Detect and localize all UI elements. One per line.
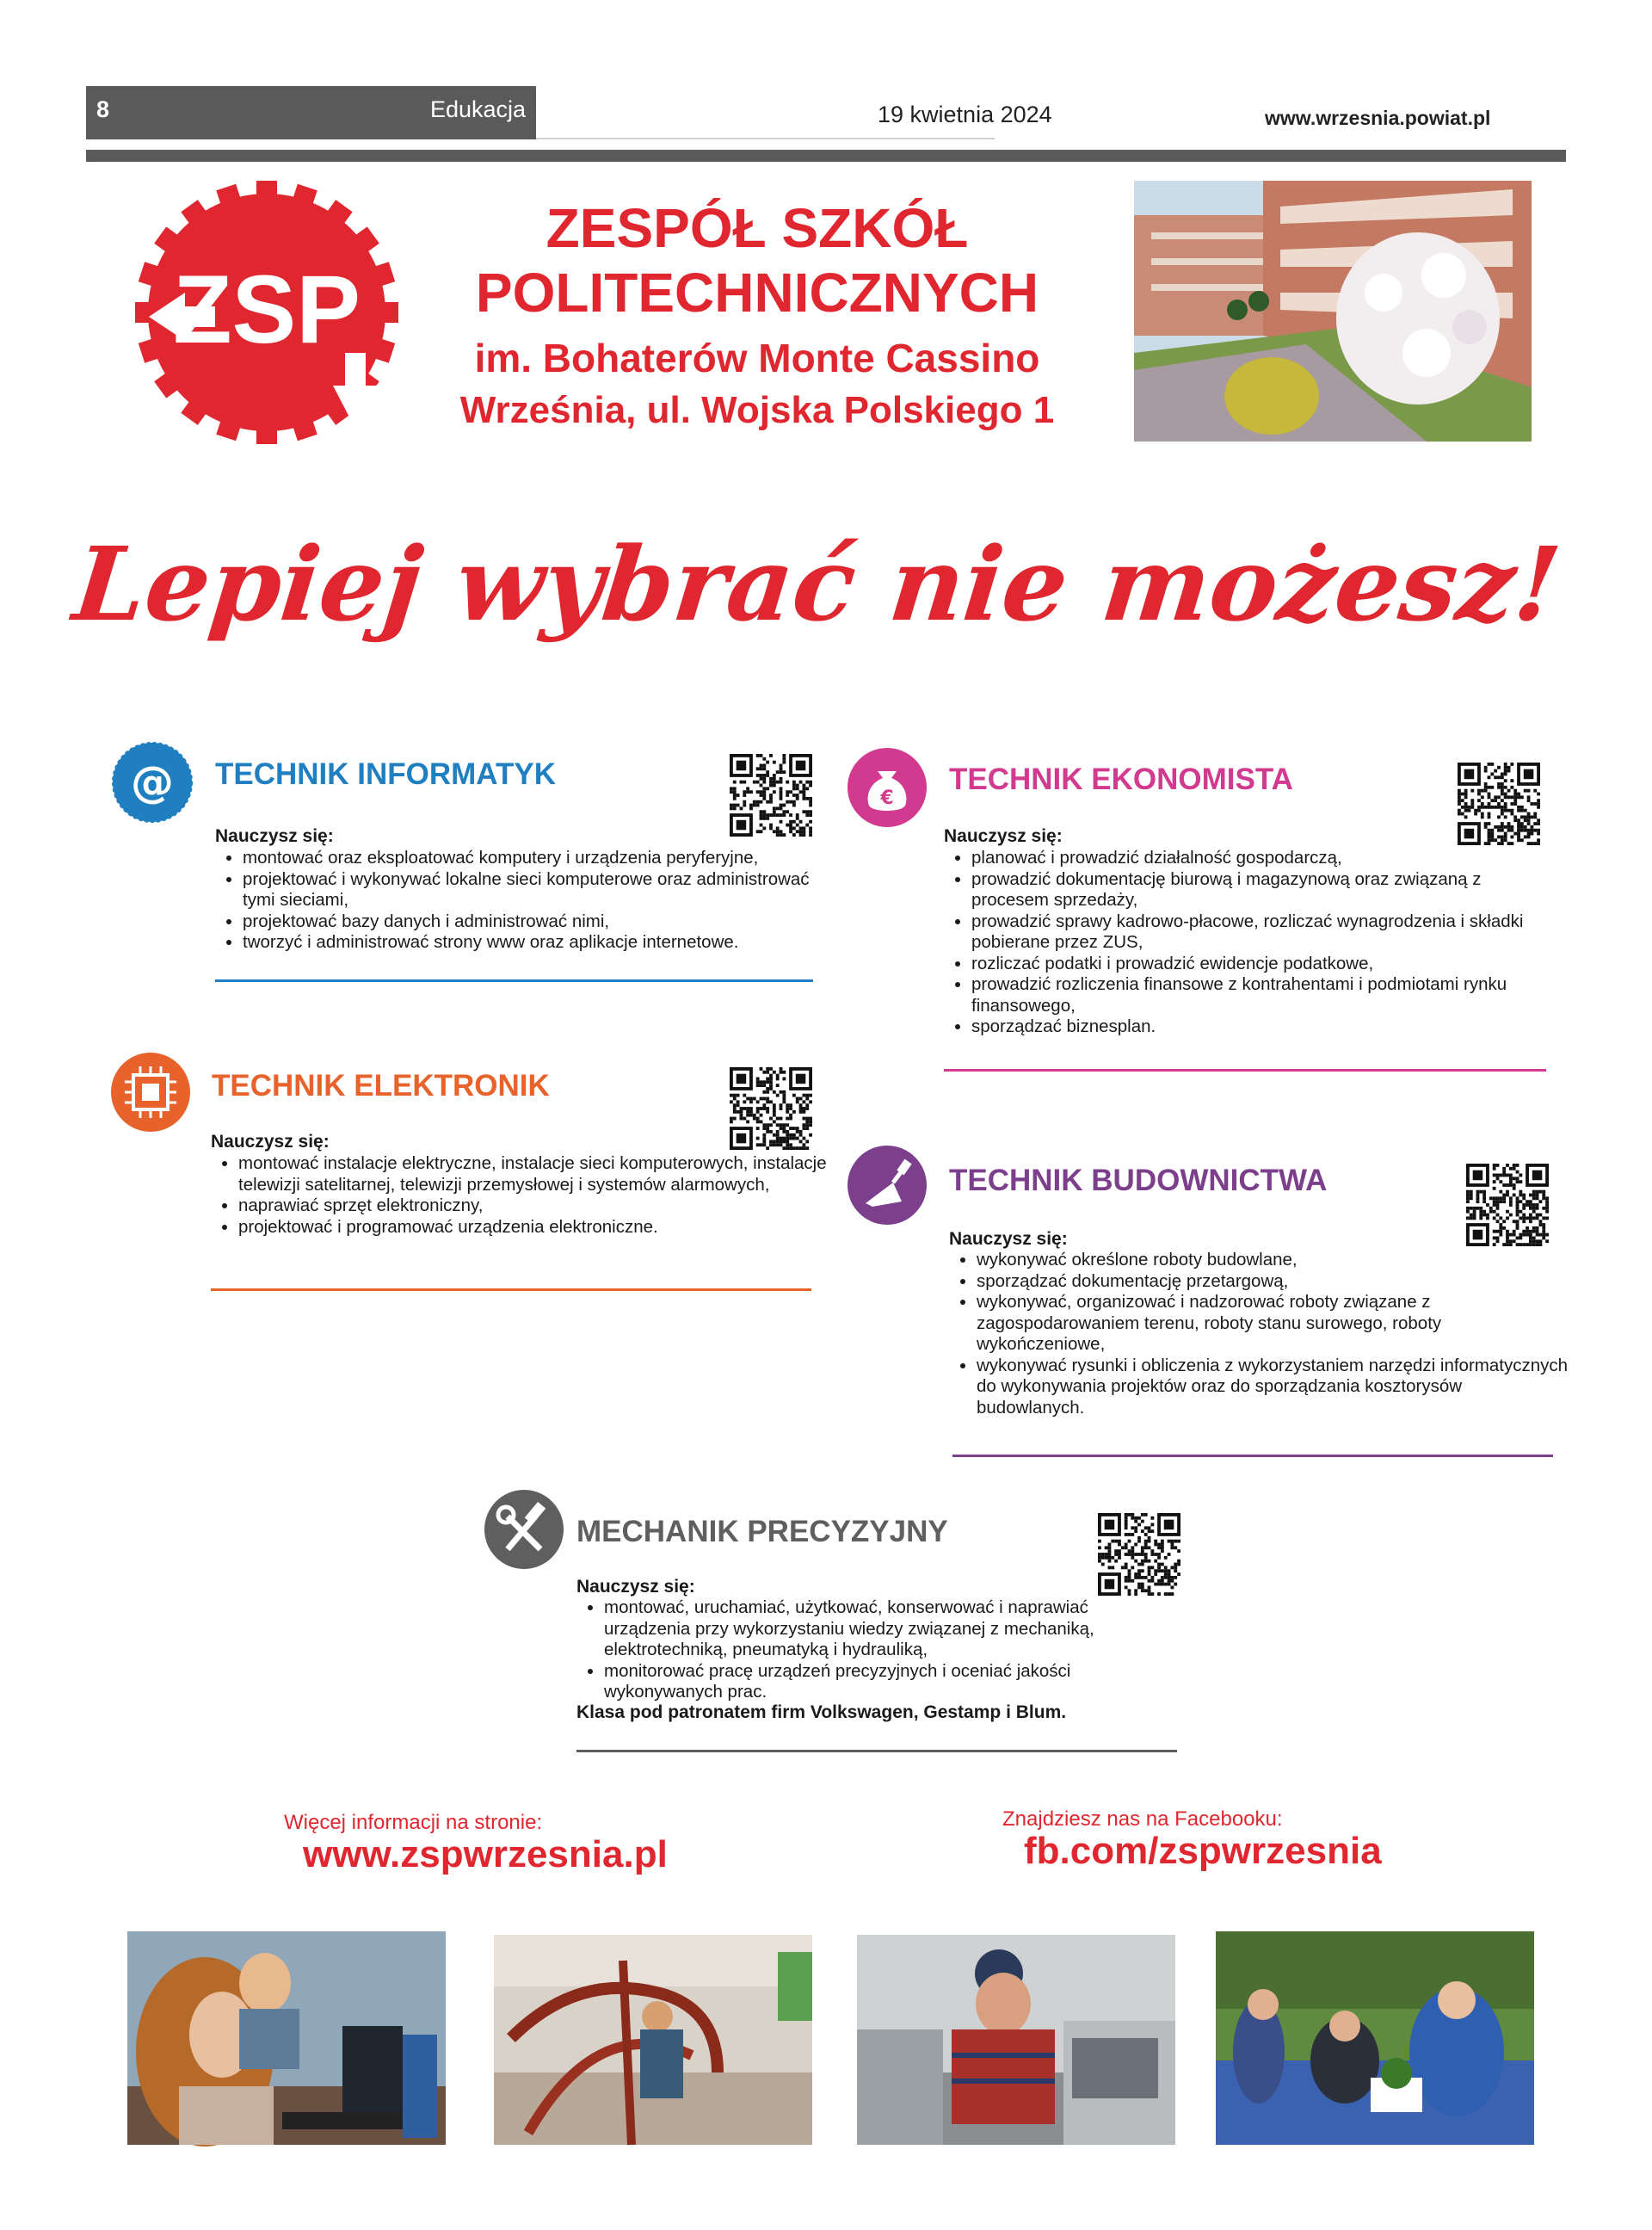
section-name: Edukacja [430, 96, 527, 122]
list-item: • projektować i wykonywać lokalne sieci komputerowe oraz administrować tymi sieciami, [243, 869, 845, 911]
issue-date: 19 kwietnia 2024 [878, 102, 1052, 127]
svg-text:ZSP: ZSP [173, 256, 361, 363]
list-item: • sporządzać biznesplan. [971, 1016, 1548, 1038]
school-name-line1: ZESPÓŁ SZKÓŁ [546, 197, 969, 259]
list-item: • projektować bazy danych i administrować nimi, [243, 911, 845, 933]
website-label: Więcej informacji na stronie: [284, 1811, 543, 1834]
school-building-photo [1134, 181, 1532, 442]
program-list-elektronik [211, 1153, 832, 1238]
photo-mechanic-lathe [857, 1935, 1175, 2145]
list-item: • montować, uruchamiać, użytkować, konserwować i naprawiać urządzenia przy wykorzystaniu wiedzy związanej z mechaniką, elektrotechniką, pneumatyką i hydrauliką, [604, 1597, 1172, 1661]
program-title-mechanik: MECHANIK PRECYZYJNY [576, 1515, 948, 1548]
program-title-ekonomista: TECHNIK EKONOMISTA [949, 763, 1293, 796]
list-item: • prowadzić sprawy kadrowo-płacowe, rozliczać wynagrodzenia i składki pobierane przez ZUS, [971, 911, 1548, 954]
list-item: • planować i prowadzić działalność gospodarczą, [971, 848, 1548, 869]
svg-text:Lepiej wybrać nie możesz!: Lepiej wybrać nie możesz! [68, 524, 1566, 644]
chip-icon [110, 1052, 191, 1133]
list-item: • prowadzić rozliczenia finansowe z kontrahentami i podmiotami rynku finansowego, [971, 974, 1548, 1016]
list-item: • monitorować pracę urządzeń precyzyjnych i oceniać jakości wykonywanych prac. [604, 1661, 1172, 1703]
facebook-link[interactable]: fb.com/zspwrzesnia [1024, 1830, 1382, 1872]
school-patron: im. Bohaterów Monte Cassino [474, 336, 1040, 380]
list-item: • rozliczać podatki i prowadzić ewidencje podatkowe, [971, 954, 1548, 975]
program-title-budownictwa: TECHNIK BUDOWNICTWA [949, 1164, 1328, 1197]
school-name-line2: POLITECHNICZNYCH [475, 262, 1039, 324]
program-divider [211, 1288, 811, 1291]
qr-code-budownictwa[interactable] [1466, 1164, 1549, 1246]
list-item: • tworzyć i administrować strony www oraz aplikacje internetowe. [243, 932, 845, 954]
photo-welding-workshop [494, 1935, 812, 2145]
money-bag-icon [847, 747, 928, 828]
program-label: Nauczysz się: [949, 1229, 1068, 1249]
trowel-icon [847, 1145, 928, 1226]
header-rule [86, 150, 1566, 162]
program-list-informatyk [215, 848, 845, 954]
list-item: • sporządzać dokumentację przetargową, [977, 1271, 1570, 1293]
program-label: Nauczysz się: [576, 1577, 695, 1597]
newspaper-url[interactable]: www.wrzesnia.powiat.pl [1265, 107, 1491, 129]
patronage-note: Klasa pod patronatem firm Volkswagen, Gestamp i Blum. [576, 1702, 1067, 1722]
header-divider [536, 138, 995, 139]
page-number: 8 [96, 96, 110, 122]
svg-text:€: € [880, 788, 894, 809]
program-divider [944, 1069, 1546, 1072]
school-address: Września, ul. Wojska Polskiego 1 [459, 389, 1055, 431]
list-item: • montować instalacje elektryczne, instalacje sieci komputerowych, instalacje telewizji satelitarnej, telewizji przemysłowej i systemów alarmowych, [238, 1153, 832, 1195]
slogan [68, 499, 1566, 663]
program-divider [215, 979, 813, 982]
qr-code-mechanik[interactable] [1098, 1513, 1180, 1596]
at-sign-icon [112, 742, 193, 823]
program-label: Nauczysz się: [211, 1132, 330, 1152]
qr-code-informatyk[interactable] [730, 754, 812, 837]
program-divider [576, 1750, 1177, 1752]
website-link[interactable]: www.zspwrzesnia.pl [303, 1833, 668, 1875]
program-list-mechanik [576, 1597, 1172, 1703]
photo-students-garden [1216, 1931, 1534, 2145]
list-item: • wykonywać rysunki i obliczenia z wykorzystaniem narzędzi informatycznych do wykonywania projektów oraz do sporządzania kosztorysów budowlanych. [977, 1356, 1570, 1419]
qr-code-ekonomista[interactable] [1458, 763, 1540, 845]
list-item: • montować oraz eksploatować komputery i urządzenia peryferyjne, [243, 848, 845, 869]
list-item: • prowadzić dokumentację biurową i magazynową oraz związaną z procesem sprzedaży, [971, 869, 1548, 911]
program-title-informatyk: TECHNIK INFORMATYK [215, 757, 556, 791]
list-item: • naprawiać sprzęt elektroniczny, [238, 1195, 832, 1217]
program-list-ekonomista [944, 848, 1548, 1038]
list-item: • wykonywać określone roboty budowlane, [977, 1250, 1570, 1271]
facebook-label: Znajdziesz nas na Facebooku: [1002, 1807, 1283, 1831]
hammer-wrench-icon [484, 1489, 564, 1570]
photo-students-computers [127, 1931, 446, 2145]
program-label: Nauczysz się: [215, 826, 334, 846]
list-item: • wykonywać, organizować i nadzorować roboty związane z zagospodarowaniem terenu, roboty stanu surowego, roboty wykończeniowe, [977, 1292, 1570, 1356]
program-title-elektronik: TECHNIK ELEKTRONIK [212, 1069, 550, 1103]
program-divider [952, 1455, 1553, 1457]
program-label: Nauczysz się: [944, 826, 1063, 846]
svg-text:@: @ [131, 757, 174, 807]
zsp-logo [133, 179, 400, 446]
qr-code-elektronik[interactable] [730, 1067, 812, 1150]
program-list-budownictwa [949, 1250, 1570, 1418]
list-item: • projektować i programować urządzenia elektroniczne. [238, 1217, 832, 1239]
